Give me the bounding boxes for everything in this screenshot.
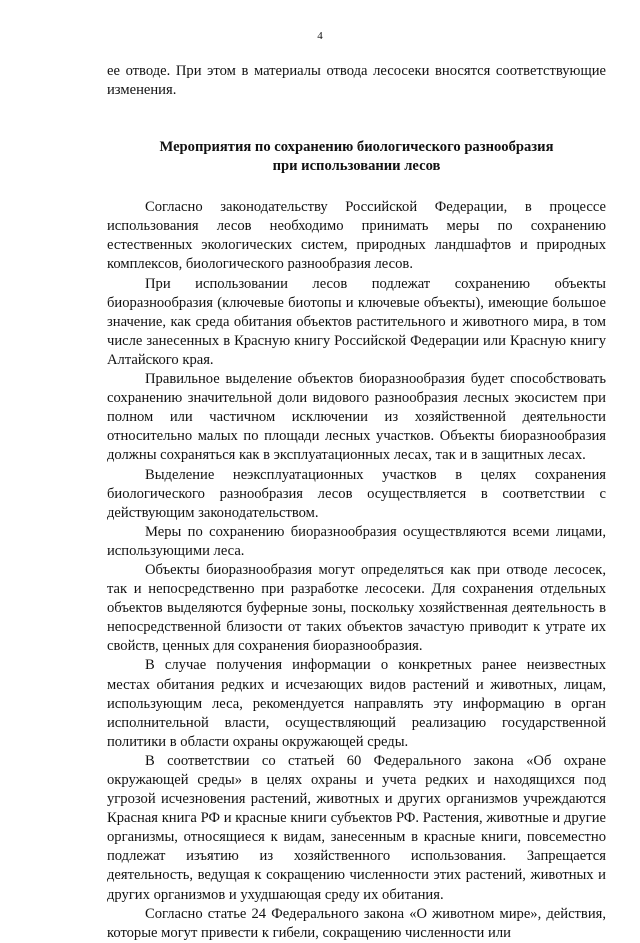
section-heading: [107, 138, 606, 176]
document-body: [107, 62, 606, 943]
paragraph-all-users: Меры по сохранению биоразнообразия осуществляются всеми лицами, использующими леса.: [107, 523, 606, 559]
paragraph-biodiversity-objects: При использовании лесов подлежат сохранению объекты биоразнообразия (ключевые биотопы и ключевые объекты), имеющие большое значение, как среда обитания объектов растительного и животного мира, в том числе занесенных в Красную книгу Российской Федерации или Красную книгу Алтайского края.: [107, 275, 606, 368]
paragraph-non-exploitation-areas: Выделение неэксплуатационных участков в целях сохранения биологического разнообразия лесов осуществляется в соответствии с действующим законодательством.: [107, 466, 606, 521]
paragraph-wildlife-law: Согласно статье 24 Федерального закона «О животном мире», действия, которые могут привести к гибели, сокращению численности или: [107, 905, 606, 941]
paragraph-legislation: Согласно законодательству Российской Федерации, в процессе использования лесов необходимо принимать меры по сохранению естественных экологических систем, природных ландшафтов и природных комплексов, биологического разнообразия лесов.: [107, 199, 606, 273]
paragraph-correct-identification: Правильное выделение объектов биоразнообразия будет способствовать сохранению значительной доли видового разнообразия лесных экосистем при полном или частичном исключении из хозяйственной деятельности относительно малых по площади лесных участков. Объекты биоразнообразия должны сохраняться как в эксплуатационных лесах, так и в защитных лесах.: [107, 371, 606, 464]
section-heading-line-1: Мероприятия по сохранению биологического разнообразия: [159, 139, 554, 156]
intro-continuation-paragraph: ее отводе. При этом в материалы отвода лесосеки вносятся соответствующие изменения.: [107, 63, 606, 99]
section-heading-line-2: при использовании лесов: [272, 158, 441, 175]
paragraph-rare-species-info: В случае получения информации о конкретных ранее неизвестных местах обитания редких и исчезающих видов растений и животных, лицам, использующим леса, рекомендуется направлять эту информацию в орган исполнительной власти, осуществляющий реализацию государственной политики в области охраны окружающей среды.: [107, 657, 606, 750]
paragraph-red-book: В соответствии со статьей 60 Федерального закона «Об охране окружающей среды» в целях охраны и учета редких и находящихся под угрозой исчезновения растений, животных и других организмов учреждаются Красная книга РФ и красные книги субъектов РФ. Растения, животные и другие организмы, относящиеся к видам, занесенным в красные книги, повсеместно подлежат изъятию из хозяйственного использования. Запрещается деятельность, ведущая к сокращению численности этих растений, животных и других организмов и ухудшающая среду их обитания.: [107, 752, 606, 903]
paragraph-buffer-zones: Объекты биоразнообразия могут определяться как при отводе лесосек, так и непосредственно при разработке лесосеки. Для сохранения отдельных объектов выделяются буферные зоны, поскольку хозяйственная деятельность в непосредственной близости от таких объектов зачастую приводит к утрате их свойств, ценных для сохранения биоразнообразия.: [107, 561, 606, 655]
page-number: 4: [317, 30, 323, 42]
